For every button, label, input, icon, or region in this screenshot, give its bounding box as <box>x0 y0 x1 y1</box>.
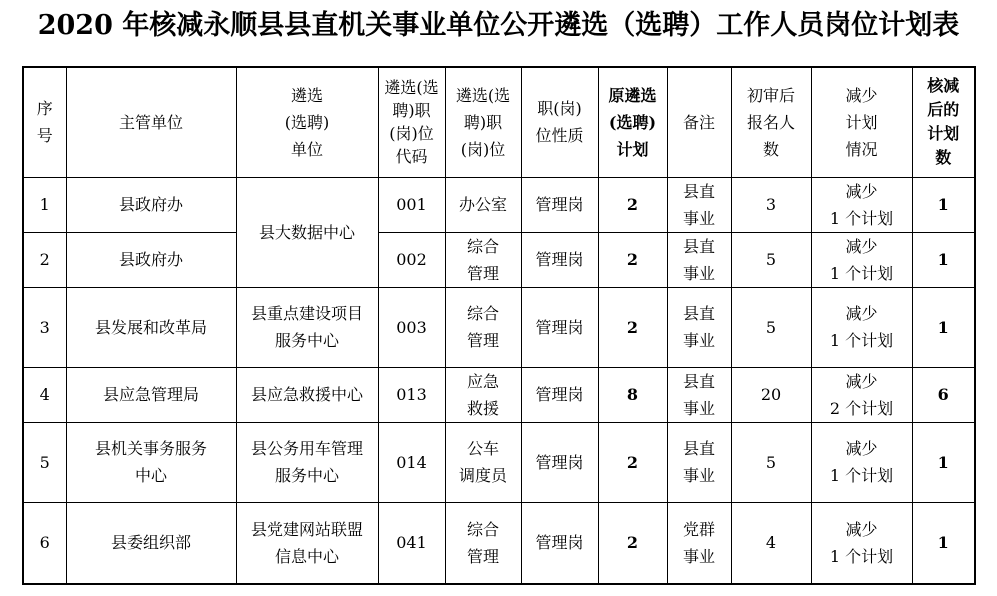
cell-note: 县直 事业 <box>667 177 731 232</box>
table-row <box>23 177 975 232</box>
cell-unit: 县公务用车管理 服务中心 <box>236 422 378 502</box>
cell-unit-merged: 县大数据中心 <box>236 177 378 287</box>
cell-nature: 管理岗 <box>521 177 598 232</box>
cell-final-plan: 1 <box>912 232 975 287</box>
cell-nature: 管理岗 <box>521 287 598 367</box>
cell-index: 6 <box>23 502 66 584</box>
cell-note: 县直 事业 <box>667 422 731 502</box>
cell-unit: 县重点建设项目 服务中心 <box>236 287 378 367</box>
cell-post: 综合 管理 <box>445 232 521 287</box>
cell-index: 2 <box>23 232 66 287</box>
table-row <box>23 287 975 367</box>
header-index: 序 号 <box>23 67 66 177</box>
cell-applicants: 3 <box>731 177 811 232</box>
cell-final-plan: 1 <box>912 177 975 232</box>
cell-reduction: 减少 1 个计划 <box>811 177 912 232</box>
cell-dept: 县发展和改革局 <box>66 287 236 367</box>
cell-applicants: 5 <box>731 287 811 367</box>
cell-reduction: 减少 1 个计划 <box>811 422 912 502</box>
header-final-plan: 核减 后的 计划 数 <box>912 67 975 177</box>
cell-reduction: 减少 1 个计划 <box>811 502 912 584</box>
cell-final-plan: 1 <box>912 502 975 584</box>
cell-final-plan: 1 <box>912 422 975 502</box>
cell-dept: 县政府办 <box>66 232 236 287</box>
table-row <box>23 367 975 422</box>
header-applicants: 初审后 报名人 数 <box>731 67 811 177</box>
cell-index: 4 <box>23 367 66 422</box>
page-title: 2020 年核减永顺县县直机关事业单位公开遴选（选聘）工作人员岗位计划表 <box>37 10 960 41</box>
cell-final-plan: 1 <box>912 287 975 367</box>
cell-unit: 县党建网站联盟 信息中心 <box>236 502 378 584</box>
cell-nature: 管理岗 <box>521 422 598 502</box>
cell-orig-plan: 2 <box>598 287 667 367</box>
cell-note: 县直 事业 <box>667 287 731 367</box>
cell-final-plan: 6 <box>912 367 975 422</box>
cell-post: 办公室 <box>445 177 521 232</box>
cell-index: 5 <box>23 422 66 502</box>
cell-code: 003 <box>378 287 445 367</box>
cell-code: 041 <box>378 502 445 584</box>
cell-applicants: 20 <box>731 367 811 422</box>
cell-code: 001 <box>378 177 445 232</box>
cell-nature: 管理岗 <box>521 232 598 287</box>
header-dept: 主管单位 <box>66 67 236 177</box>
table-row <box>23 422 975 502</box>
cell-orig-plan: 2 <box>598 422 667 502</box>
cell-reduction: 减少 2 个计划 <box>811 367 912 422</box>
cell-orig-plan: 2 <box>598 232 667 287</box>
cell-unit: 县应急救援中心 <box>236 367 378 422</box>
cell-orig-plan: 8 <box>598 367 667 422</box>
header-row <box>23 67 975 177</box>
cell-post: 公车 调度员 <box>445 422 521 502</box>
cell-reduction: 减少 1 个计划 <box>811 232 912 287</box>
cell-note: 县直 事业 <box>667 367 731 422</box>
table-row <box>23 502 975 584</box>
header-code: 遴选(选 聘)职 (岗)位 代码 <box>378 67 445 177</box>
cell-code: 013 <box>378 367 445 422</box>
cell-index: 1 <box>23 177 66 232</box>
cell-orig-plan: 2 <box>598 177 667 232</box>
cell-note: 县直 事业 <box>667 232 731 287</box>
cell-code: 014 <box>378 422 445 502</box>
plan-table <box>22 66 976 585</box>
cell-dept: 县委组织部 <box>66 502 236 584</box>
header-post: 遴选(选 聘)职 (岗)位 <box>445 67 521 177</box>
header-nature: 职(岗) 位性质 <box>521 67 598 177</box>
cell-applicants: 4 <box>731 502 811 584</box>
cell-post: 综合 管理 <box>445 287 521 367</box>
cell-post: 综合 管理 <box>445 502 521 584</box>
cell-post: 应急 救援 <box>445 367 521 422</box>
cell-dept: 县政府办 <box>66 177 236 232</box>
cell-index: 3 <box>23 287 66 367</box>
header-orig-plan: 原遴选 (选聘) 计划 <box>598 67 667 177</box>
cell-nature: 管理岗 <box>521 502 598 584</box>
header-reduction: 减少 计划 情况 <box>811 67 912 177</box>
header-note: 备注 <box>667 67 731 177</box>
cell-orig-plan: 2 <box>598 502 667 584</box>
cell-dept: 县机关事务服务 中心 <box>66 422 236 502</box>
cell-note: 党群 事业 <box>667 502 731 584</box>
cell-dept: 县应急管理局 <box>66 367 236 422</box>
header-unit: 遴选 (选聘) 单位 <box>236 67 378 177</box>
cell-code: 002 <box>378 232 445 287</box>
cell-applicants: 5 <box>731 232 811 287</box>
cell-reduction: 减少 1 个计划 <box>811 287 912 367</box>
cell-nature: 管理岗 <box>521 367 598 422</box>
cell-applicants: 5 <box>731 422 811 502</box>
table-row <box>23 232 975 287</box>
